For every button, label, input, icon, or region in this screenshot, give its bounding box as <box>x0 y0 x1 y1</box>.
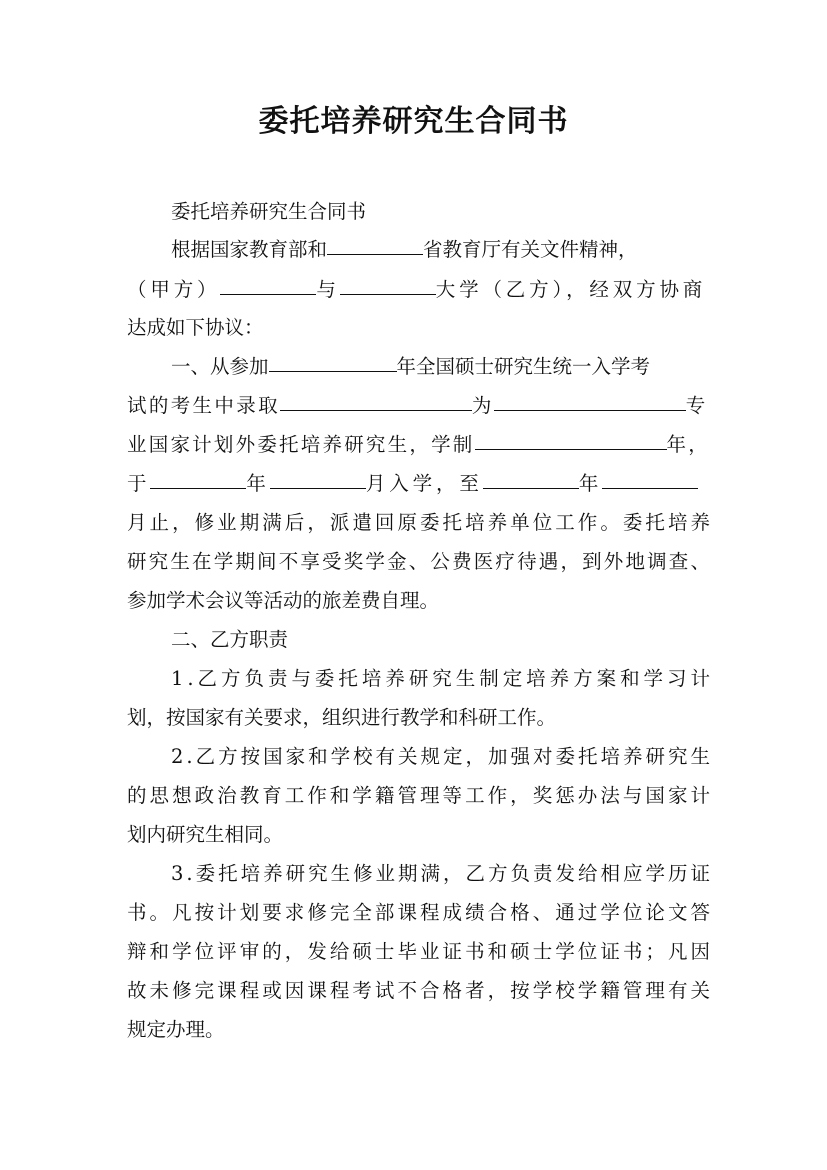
text-segment: 专 <box>685 394 708 417</box>
text-line <box>127 1015 225 1045</box>
text-line <box>127 547 712 577</box>
text-line <box>171 625 288 655</box>
text-segment: 一、从参加 <box>171 355 269 378</box>
document-title: 委托培养研究生合同书 <box>258 104 569 139</box>
text-segment: 辩和学位评审的，发给硕士毕业证书和硕士学位证书；凡因 <box>127 940 714 963</box>
fill-in-blank <box>280 391 472 411</box>
text-line <box>127 508 713 538</box>
text-segment: 2.乙方按国家和学校有关规定，加强对委托培养研究生 <box>171 745 713 768</box>
text-line <box>127 781 713 811</box>
fill-in-blank <box>475 430 667 450</box>
text-segment: 月入学，至 <box>365 472 483 495</box>
text-segment: 月止，修业期满后，派遣回原委托培养单位工作。委托培养 <box>127 511 714 534</box>
text-segment: 规定办理。 <box>127 1018 225 1041</box>
text-segment: 1.乙方负责与委托培养研究生制定培养方案和学习计 <box>171 667 714 690</box>
text-line <box>171 235 638 265</box>
fill-in-blank <box>150 469 246 489</box>
text-segment: 省教育厅有关文件精神， <box>423 238 638 261</box>
text-line <box>127 703 556 733</box>
text-line <box>127 586 439 616</box>
text-segment: 达成如下协议： <box>127 316 264 339</box>
fill-in-blank <box>270 469 366 489</box>
text-segment: 3.委托培养研究生修业期满，乙方负责发给相应学历证 <box>171 862 713 885</box>
text-line <box>127 937 713 967</box>
fill-in-blank <box>269 352 397 372</box>
text-line <box>171 859 713 889</box>
text-segment: 年 <box>246 472 270 495</box>
text-segment: 于 <box>127 472 151 495</box>
text-segment: 业国家计划外委托培养研究生，学制 <box>127 433 475 456</box>
text-line <box>171 197 366 227</box>
fill-in-blank <box>483 469 579 489</box>
text-segment: 委托培养研究生合同书 <box>171 200 367 223</box>
text-segment: 二、乙方职责 <box>171 628 289 651</box>
text-line <box>171 664 714 694</box>
text-segment: 试的考生中录取 <box>127 394 280 417</box>
fill-in-blank <box>220 275 316 295</box>
text-segment: 研究生在学期间不享受奖学金、公费医疗待遇，到外地调查、 <box>127 550 713 573</box>
text-line <box>171 742 713 772</box>
text-line <box>127 391 708 421</box>
text-segment: 大学（乙方），经双方协商 <box>435 278 707 301</box>
text-segment: 年全国硕士研究生统一入学考 <box>396 355 651 378</box>
fill-in-blank <box>327 235 423 255</box>
text-segment: 划，按国家有关要求，组织进行教学和科研工作。 <box>127 706 557 729</box>
text-segment: 年 <box>578 472 603 495</box>
text-line <box>127 313 264 343</box>
fill-in-blank <box>602 469 698 489</box>
text-line <box>127 976 713 1006</box>
fill-in-blank <box>494 391 686 411</box>
text-line <box>127 430 710 460</box>
text-line <box>127 469 698 499</box>
text-segment: （甲方） <box>127 278 221 301</box>
text-segment: 年， <box>666 433 710 456</box>
text-segment: 的思想政治教育工作和学籍管理等工作，奖惩办法与国家计 <box>127 784 714 807</box>
text-line <box>171 352 650 382</box>
text-line <box>127 275 706 305</box>
text-segment: 根据国家教育部和 <box>171 238 328 261</box>
text-line <box>127 898 713 928</box>
text-segment: 为 <box>471 394 494 417</box>
text-segment: 划内研究生相同。 <box>127 823 284 846</box>
text-segment: 故未修完课程或因课程考试不合格者，按学校学籍管理有关 <box>127 979 714 1002</box>
text-segment: 与 <box>316 278 340 301</box>
fill-in-blank <box>340 275 436 295</box>
text-line <box>127 820 283 850</box>
text-segment: 参加学术会议等活动的旅差费自理。 <box>127 589 440 612</box>
text-segment: 书。凡按计划要求修完全部课程成绩合格、通过学位论文答 <box>127 901 714 924</box>
